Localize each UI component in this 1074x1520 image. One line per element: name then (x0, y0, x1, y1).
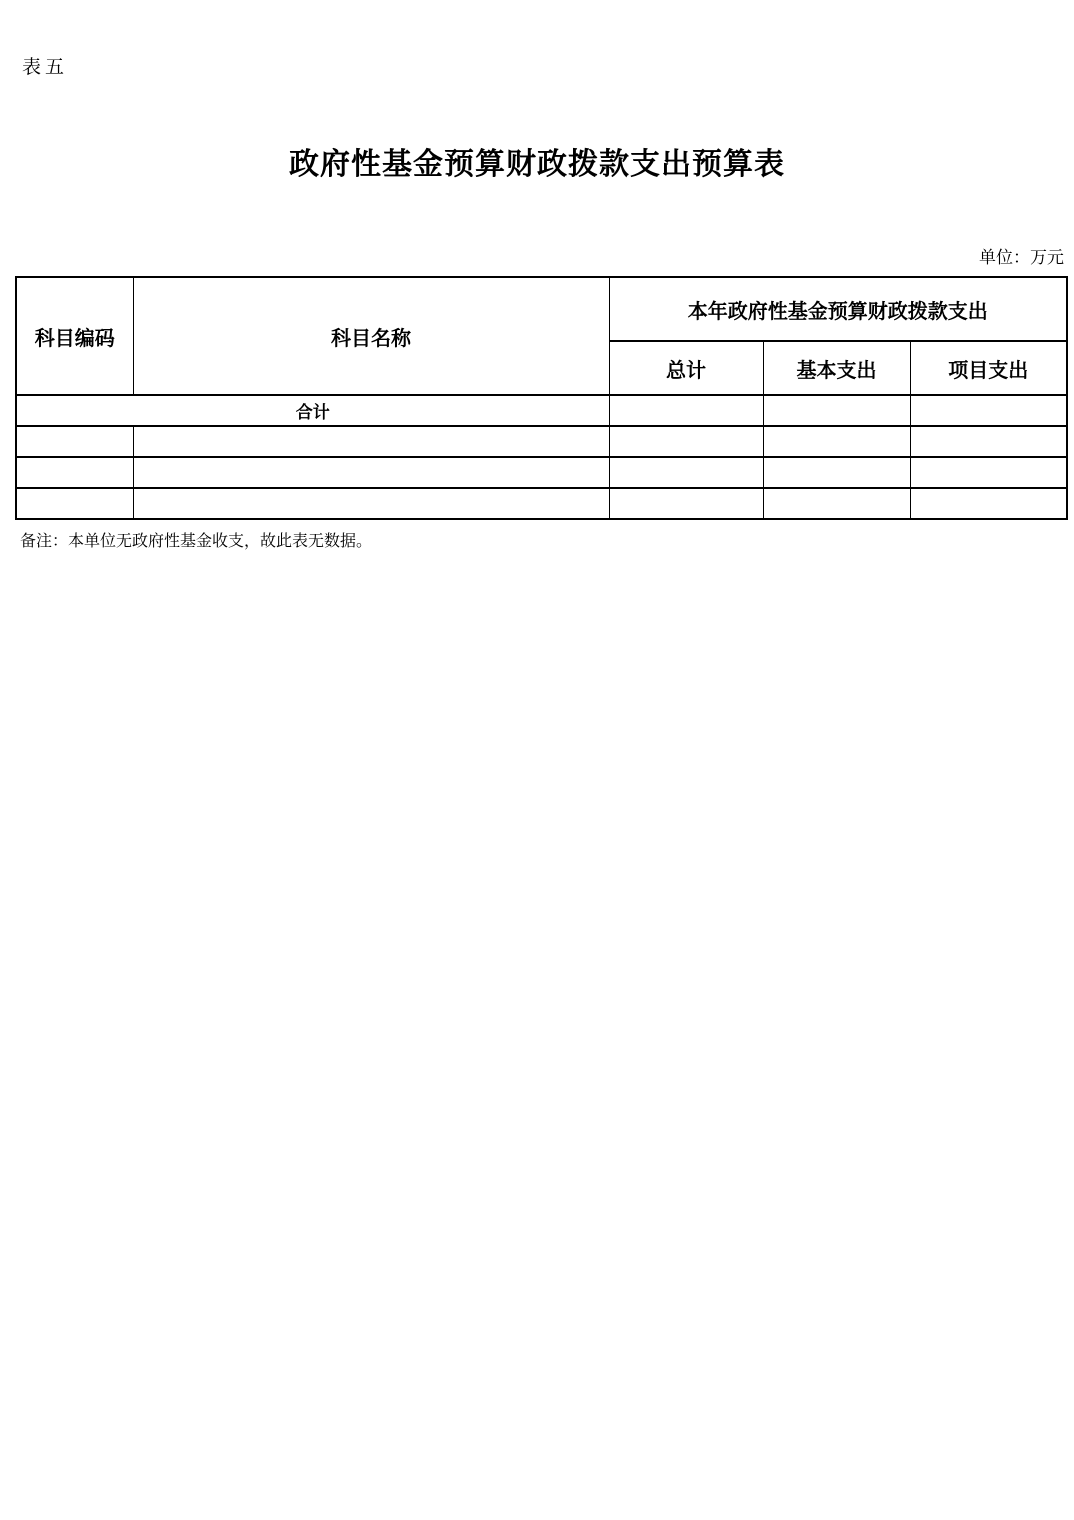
page-title: 政府性基金预算财政拨款支出预算表 (289, 148, 785, 181)
header-project-expenditure: 项目支出 (910, 341, 1067, 395)
footnote: 备注：本单位无政府性基金收支，故此表无数据。 (20, 533, 373, 550)
budget-table-container (15, 276, 1068, 520)
header-subject-code: 科目编码 (16, 277, 133, 395)
cell-subject-name (133, 488, 609, 519)
cell-subject-code (16, 457, 133, 488)
unit-label: 单位：万元 (979, 248, 1064, 267)
cell-project-expenditure (910, 488, 1067, 519)
cell-basic-expenditure (763, 488, 910, 519)
header-total: 总计 (609, 341, 763, 395)
total-row (16, 395, 1067, 426)
budget-table (15, 276, 1068, 520)
total-row-label: 合计 (16, 395, 609, 426)
table-tag: 表五 (22, 57, 69, 78)
cell-subject-code (16, 488, 133, 519)
cell-total (609, 426, 763, 457)
table-row (16, 457, 1067, 488)
cell-subject-name (133, 426, 609, 457)
cell-basic-expenditure (763, 426, 910, 457)
header-subject-name: 科目名称 (133, 277, 609, 395)
cell-basic-expenditure (763, 395, 910, 426)
cell-project-expenditure (910, 426, 1067, 457)
cell-total (609, 488, 763, 519)
cell-subject-code (16, 426, 133, 457)
header-group-fund-expenditure: 本年政府性基金预算财政拨款支出 (609, 277, 1067, 341)
cell-total (609, 395, 763, 426)
table-row (16, 488, 1067, 519)
cell-total (609, 457, 763, 488)
table-header-row-1 (16, 277, 1067, 341)
header-basic-expenditure: 基本支出 (763, 341, 910, 395)
cell-project-expenditure (910, 457, 1067, 488)
cell-project-expenditure (910, 395, 1067, 426)
cell-subject-name (133, 457, 609, 488)
table-row (16, 426, 1067, 457)
cell-basic-expenditure (763, 457, 910, 488)
